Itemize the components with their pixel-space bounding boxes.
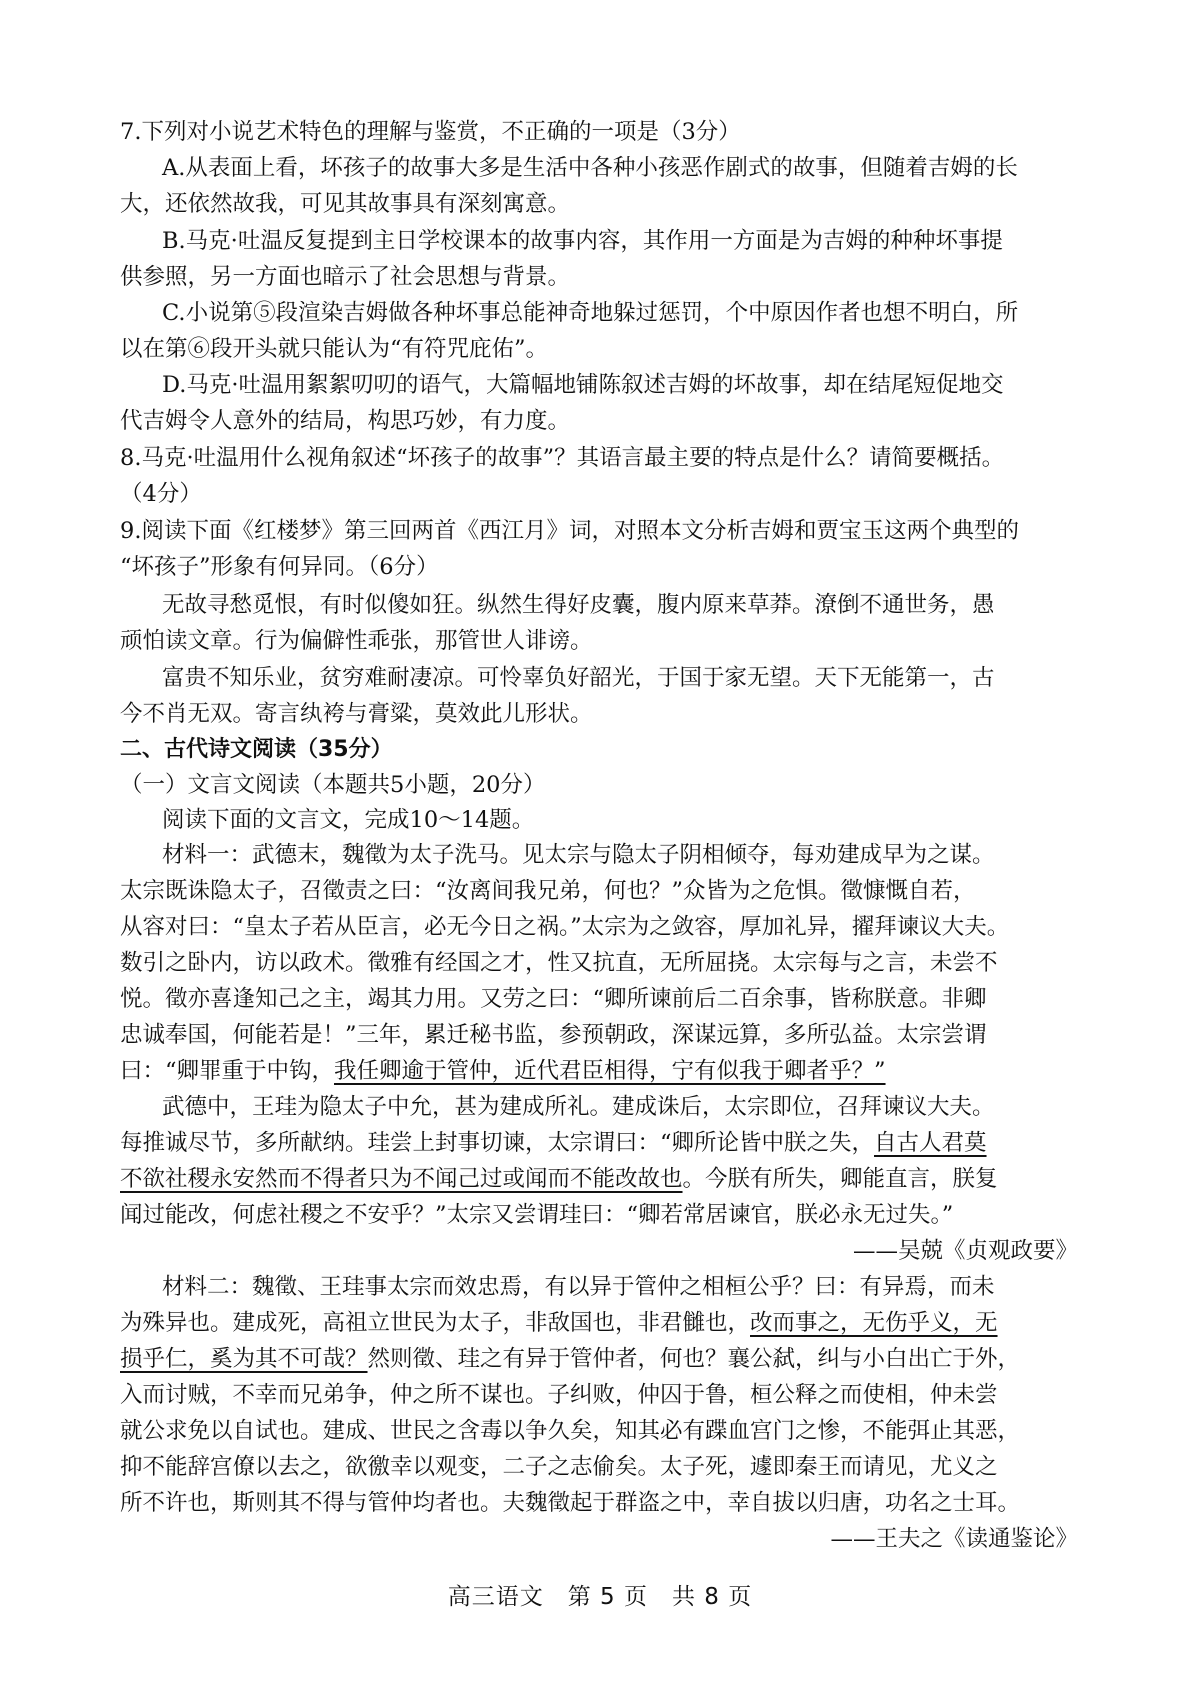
material1-text: 。今朕有所失，卿能直言，朕复 xyxy=(682,1166,998,1192)
q7-option-a-line1: A.从表面上看，坏孩子的故事大多是生活中各种小孩恶作剧式的故事，但随着吉姆的长 xyxy=(162,155,1018,181)
q7-option-c-line2: 以在第⑥段开头就只能认为“有符咒庇佑”。 xyxy=(120,336,549,362)
material1-line xyxy=(120,1128,987,1158)
material2-text: 然则徵、珪之有异于管仲者，何也？襄公弑，纠与小白出亡于外， xyxy=(367,1346,1021,1372)
q9-poem1-line2: 顽怕读文章。行为偏僻性乖张，那管世人诽谤。 xyxy=(120,628,593,654)
material1-line xyxy=(120,1164,998,1194)
section-title: 二、古代诗文阅读（35分） xyxy=(120,737,393,762)
material1-line xyxy=(120,1056,886,1086)
material1-line: 忠诚奉国，何能若是！”三年，累迁秘书监，参预朝政，深谋远算，多所弘益。太宗尝谓 xyxy=(120,1022,987,1048)
material2-line: 所不许也，斯则其不得与管仲均者也。夫魏徵起于群盗之中，幸自拔以归唐，功名之士耳。 xyxy=(120,1490,1021,1516)
q7-option-b-line2: 供参照，另一方面也暗示了社会思想与背景。 xyxy=(120,264,571,290)
material2-line xyxy=(120,1308,998,1338)
material1-text: 曰：“卿罪重于中钩， xyxy=(120,1058,335,1084)
q9-poem2-line1: 富贵不知乐业，贫穷难耐凄凉。可怜辜负好韶光，于国于家无望。天下无能第一，古 xyxy=(162,665,995,691)
q7-option-c-line1: C.小说第⑤段渲染吉姆做各种坏事总能神奇地躲过惩罚，个中原因作者也想不明白，所 xyxy=(162,300,1019,326)
material1-line: 悦。徵亦喜逢知己之主，竭其力用。又劳之曰：“卿所谏前后二百余事，皆称朕意。非卿 xyxy=(120,986,987,1012)
q9-poem1-line1: 无故寻愁觅恨，有时似傻如狂。纵然生得好皮囊，腹内原来草莽。潦倒不通世务，愚 xyxy=(162,592,995,618)
q7-option-d-line1: D.马克·吐温用絮絮叨叨的语气，大篇幅地铺陈叙述吉姆的坏故事，却在结尾短促地交 xyxy=(162,372,1004,398)
material2-source: ——王夫之《读通鉴论》 xyxy=(830,1526,1078,1552)
q7-option-b-line1: B.马克·吐温反复提到主日学校课本的故事内容，其作用一方面是为吉姆的种种坏事提 xyxy=(162,228,1003,254)
page-footer: 高三语文 第 5 页 共 8 页 xyxy=(447,1584,753,1610)
material1-line: 太宗既诛隐太子，召徵责之曰：“汝离间我兄弟，何也？”众皆为之危惧。徵慷慨自若， xyxy=(120,878,976,904)
underlined-sentence: 我任卿逾于管仲，近代君臣相得，宁有似我于卿者乎？” xyxy=(334,1058,886,1084)
reading-instruction: 阅读下面的文言文，完成10～14题。 xyxy=(162,807,535,833)
q8-line2: （4分） xyxy=(120,481,202,507)
material2-line: 材料二：魏徵、王珪事太宗而效忠焉，有以异于管仲之相桓公乎？曰：有异焉，而未 xyxy=(162,1274,995,1300)
subsection-title: （一）文言文阅读（本题共5小题，20分） xyxy=(120,772,546,798)
material2-line: 抑不能辞宫僚以去之，欲徼幸以观变，二子之志偷矣。太子死，遽即秦王而请见，尤义之 xyxy=(120,1454,998,1480)
material1-line: 武德中，王珪为隐太子中允，甚为建成所礼。建成诛后，太宗即位，召拜谏议大夫。 xyxy=(162,1094,995,1120)
underlined-sentence: 改而事之，无伤乎义，无 xyxy=(750,1310,998,1336)
underlined-sentence: 自古人君莫 xyxy=(874,1130,987,1156)
q8-line1: 8.马克·吐温用什么视角叙述“坏孩子的故事”？其语言最主要的特点是什么？请简要概括。 xyxy=(120,445,1005,471)
material2-line: 就公求免以自试也。建成、世民之含毒以争久矣，知其必有蹀血宫门之惨，不能弭止其恶， xyxy=(120,1418,1021,1444)
material1-line: 数引之卧内，访以政术。徵雅有经国之才，性又抗直，无所屈挠。太宗每与之言，未尝不 xyxy=(120,950,998,976)
q9-line1: 9.阅读下面《红楼梦》第三回两首《西江月》词，对照本文分析吉姆和贾宝玉这两个典型的 xyxy=(120,518,1019,544)
q9-poem2-line2: 今不肖无双。寄言纨袴与膏粱，莫效此儿形状。 xyxy=(120,701,593,727)
q7-stem: 7.下列对小说艺术特色的理解与鉴赏，不正确的一项是（3分） xyxy=(120,119,741,145)
material1-line: 材料一：武德末，魏徵为太子洗马。见太宗与隐太子阴相倾夺，每劝建成早为之谋。 xyxy=(162,842,995,868)
material1-text: 每推诚尽节，多所献纳。珪尝上封事切谏，太宗谓曰：“卿所论皆中朕之失， xyxy=(120,1130,875,1156)
material2-line xyxy=(120,1344,1020,1374)
material2-text: 为殊异也。建成死，高祖立世民为太子，非敌国也，非君雠也， xyxy=(120,1310,751,1336)
underlined-sentence: 损乎仁，奚为其不可哉？ xyxy=(120,1346,368,1372)
underlined-sentence: 不欲社稷永安然而不得者只为不闻己过或闻而不能改故也 xyxy=(120,1166,683,1192)
material1-source: ——吴兢《贞观政要》 xyxy=(852,1238,1078,1264)
material1-line: 从容对曰：“皇太子若从臣言，必无今日之祸。”太宗为之敛容，厚加礼异，擢拜谏议大夫。 xyxy=(120,914,1010,940)
q7-option-d-line2: 代吉姆令人意外的结局，构思巧妙，有力度。 xyxy=(120,408,571,434)
material2-line: 入而讨贼，不幸而兄弟争，仲之所不谋也。子纠败，仲囚于鲁，桓公释之而使相，仲未尝 xyxy=(120,1382,998,1408)
q9-line2: “坏孩子”形象有何异同。（6分） xyxy=(120,554,439,580)
material1-line: 闻过能改，何虑社稷之不安乎？”太宗又尝谓珪曰：“卿若常居谏官，朕必永无过失。” xyxy=(120,1202,954,1228)
q7-option-a-line2: 大，还依然故我，可见其故事具有深刻寓意。 xyxy=(120,191,571,217)
